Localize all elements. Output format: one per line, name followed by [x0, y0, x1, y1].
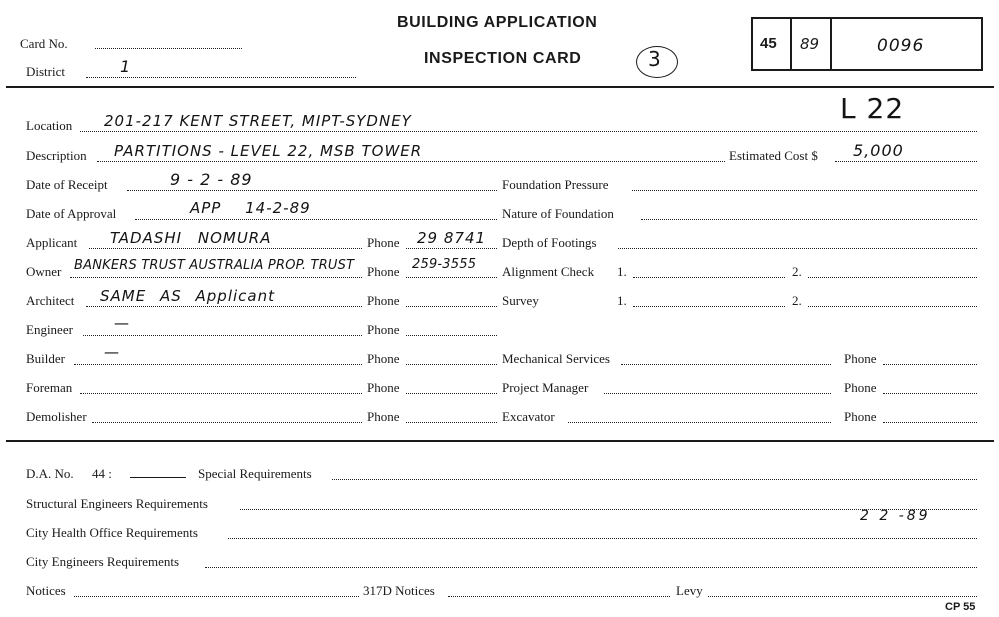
form-code: CP 55	[945, 601, 976, 613]
foreman-phone-label: Phone	[367, 380, 400, 395]
architect-line[interactable]	[86, 306, 362, 307]
reference-box-divider-2	[830, 17, 832, 71]
mechanical-services-line[interactable]	[621, 364, 831, 365]
reference-box-divider-1	[790, 17, 792, 71]
owner-label: Owner	[26, 264, 62, 279]
location-label: Location	[26, 118, 73, 133]
estimated-cost-label: Estimated Cost $	[729, 148, 818, 163]
owner-phone-value: 259-3555	[412, 257, 477, 272]
notices-label: Notices	[26, 583, 66, 598]
excavator-phone-label: Phone	[844, 409, 877, 424]
city-engineers-line[interactable]	[205, 567, 977, 568]
owner-phone-label: Phone	[367, 264, 400, 279]
date-of-receipt-label: Date of Receipt	[26, 177, 108, 192]
nature-of-foundation-label: Nature of Foundation	[502, 206, 614, 221]
engineer-label: Engineer	[26, 322, 73, 337]
architect-value: SAME AS Applicant	[100, 287, 275, 305]
district-value: 1	[120, 57, 132, 76]
alignment-check-2-line[interactable]	[808, 277, 977, 278]
builder-phone-line[interactable]	[406, 364, 497, 365]
applicant-phone-line[interactable]	[406, 248, 497, 249]
reference-box	[751, 17, 983, 71]
date-of-approval-line[interactable]	[135, 219, 497, 220]
survey-2-label: 2.	[792, 293, 802, 308]
card-number-label: Card No.	[20, 36, 68, 51]
estimated-cost-line[interactable]	[835, 161, 977, 162]
mechanical-services-phone-label: Phone	[844, 351, 877, 366]
depth-of-footings-line[interactable]	[618, 248, 977, 249]
nature-of-foundation-line[interactable]	[641, 219, 977, 220]
notices-line[interactable]	[74, 596, 359, 597]
builder-phone-label: Phone	[367, 351, 400, 366]
foreman-phone-line[interactable]	[406, 393, 497, 394]
reference-box-a: 45	[760, 35, 777, 52]
excavator-phone-line[interactable]	[883, 422, 977, 423]
foreman-line[interactable]	[80, 393, 362, 394]
foreman-label: Foreman	[26, 380, 73, 395]
builder-value: —	[104, 343, 120, 361]
description-value: PARTITIONS - LEVEL 22, MSB TOWER	[114, 142, 423, 160]
da-number-dash	[130, 477, 186, 478]
date-of-receipt-value: 9 - 2 - 89	[170, 170, 253, 189]
location-line[interactable]	[80, 131, 977, 132]
header-divider	[6, 86, 994, 88]
date-of-receipt-line[interactable]	[127, 190, 497, 191]
survey-label: Survey	[502, 293, 539, 308]
foundation-pressure-line[interactable]	[632, 190, 977, 191]
engineer-phone-label: Phone	[367, 322, 400, 337]
applicant-phone-label: Phone	[367, 235, 400, 250]
date-of-approval-value: APP 14-2-89	[190, 199, 311, 217]
project-manager-label: Project Manager	[502, 380, 589, 395]
card-title-line2: INSPECTION CARD	[424, 50, 582, 67]
applicant-line[interactable]	[89, 248, 362, 249]
demolisher-phone-line[interactable]	[406, 422, 497, 423]
card-number-line[interactable]	[95, 48, 242, 49]
estimated-cost-value: 5,000	[853, 141, 904, 160]
mechanical-services-phone-line[interactable]	[883, 364, 977, 365]
location-value: 201-217 KENT STREET, MIPT-SYDNEY	[104, 112, 412, 130]
project-manager-line[interactable]	[604, 393, 831, 394]
owner-phone-line[interactable]	[406, 277, 497, 278]
reference-box-b: 89	[800, 35, 820, 53]
applicant-phone-value: 29 8741	[417, 229, 487, 247]
owner-value: BANKERS TRUST AUSTRALIA PROP. TRUST	[74, 258, 355, 273]
city-health-office-line[interactable]	[228, 538, 977, 539]
alignment-check-label: Alignment Check	[502, 264, 595, 279]
corner-mark: L 22	[840, 92, 905, 125]
special-requirements-line[interactable]	[332, 479, 977, 480]
project-manager-phone-label: Phone	[844, 380, 877, 395]
excavator-label: Excavator	[502, 409, 555, 424]
da-number-label: D.A. No.	[26, 466, 74, 481]
district-line[interactable]	[86, 77, 356, 78]
survey-1-label: 1.	[617, 293, 627, 308]
alignment-check-1-line[interactable]	[633, 277, 785, 278]
circled-number: 3	[648, 47, 662, 71]
city-engineers-label: City Engineers Requirements	[26, 554, 180, 569]
engineer-phone-line[interactable]	[406, 335, 497, 336]
engineer-line[interactable]	[83, 335, 362, 336]
date-of-approval-label: Date of Approval	[26, 206, 117, 221]
notices-317d-label: 317D Notices	[363, 583, 435, 598]
demolisher-label: Demolisher	[26, 409, 87, 424]
project-manager-phone-line[interactable]	[883, 393, 977, 394]
mechanical-services-label: Mechanical Services	[502, 351, 610, 366]
alignment-check-1-label: 1.	[617, 264, 627, 279]
structural-engineers-label: Structural Engineers Requirements	[26, 496, 208, 511]
demolisher-phone-label: Phone	[367, 409, 400, 424]
levy-line[interactable]	[708, 596, 977, 597]
reference-box-c: 0096	[877, 36, 925, 56]
foundation-pressure-label: Foundation Pressure	[502, 177, 609, 192]
card-title-line1: BUILDING APPLICATION	[397, 14, 598, 31]
description-line[interactable]	[97, 161, 725, 162]
builder-line[interactable]	[74, 364, 362, 365]
builder-label: Builder	[26, 351, 65, 366]
alignment-check-2-label: 2.	[792, 264, 802, 279]
city-health-office-label: City Health Office Requirements	[26, 525, 198, 540]
excavator-line[interactable]	[568, 422, 831, 423]
survey-2-line[interactable]	[808, 306, 977, 307]
notices-317d-line[interactable]	[448, 596, 670, 597]
survey-1-line[interactable]	[633, 306, 785, 307]
architect-phone-label: Phone	[367, 293, 400, 308]
da-number-value: 44 :	[92, 466, 112, 481]
city-health-office-value: 2 2 -89	[860, 508, 931, 524]
demolisher-line[interactable]	[92, 422, 362, 423]
depth-of-footings-label: Depth of Footings	[502, 235, 597, 250]
special-requirements-label: Special Requirements	[198, 466, 312, 481]
description-label: Description	[26, 148, 87, 163]
engineer-value: —	[114, 314, 130, 332]
architect-phone-line[interactable]	[406, 306, 497, 307]
district-label: District	[26, 64, 65, 79]
owner-line[interactable]	[70, 277, 362, 278]
applicant-value: TADASHI NOMURA	[110, 229, 272, 247]
section-divider	[6, 440, 994, 442]
levy-label: Levy	[676, 583, 703, 598]
architect-label: Architect	[26, 293, 75, 308]
applicant-label: Applicant	[26, 235, 78, 250]
